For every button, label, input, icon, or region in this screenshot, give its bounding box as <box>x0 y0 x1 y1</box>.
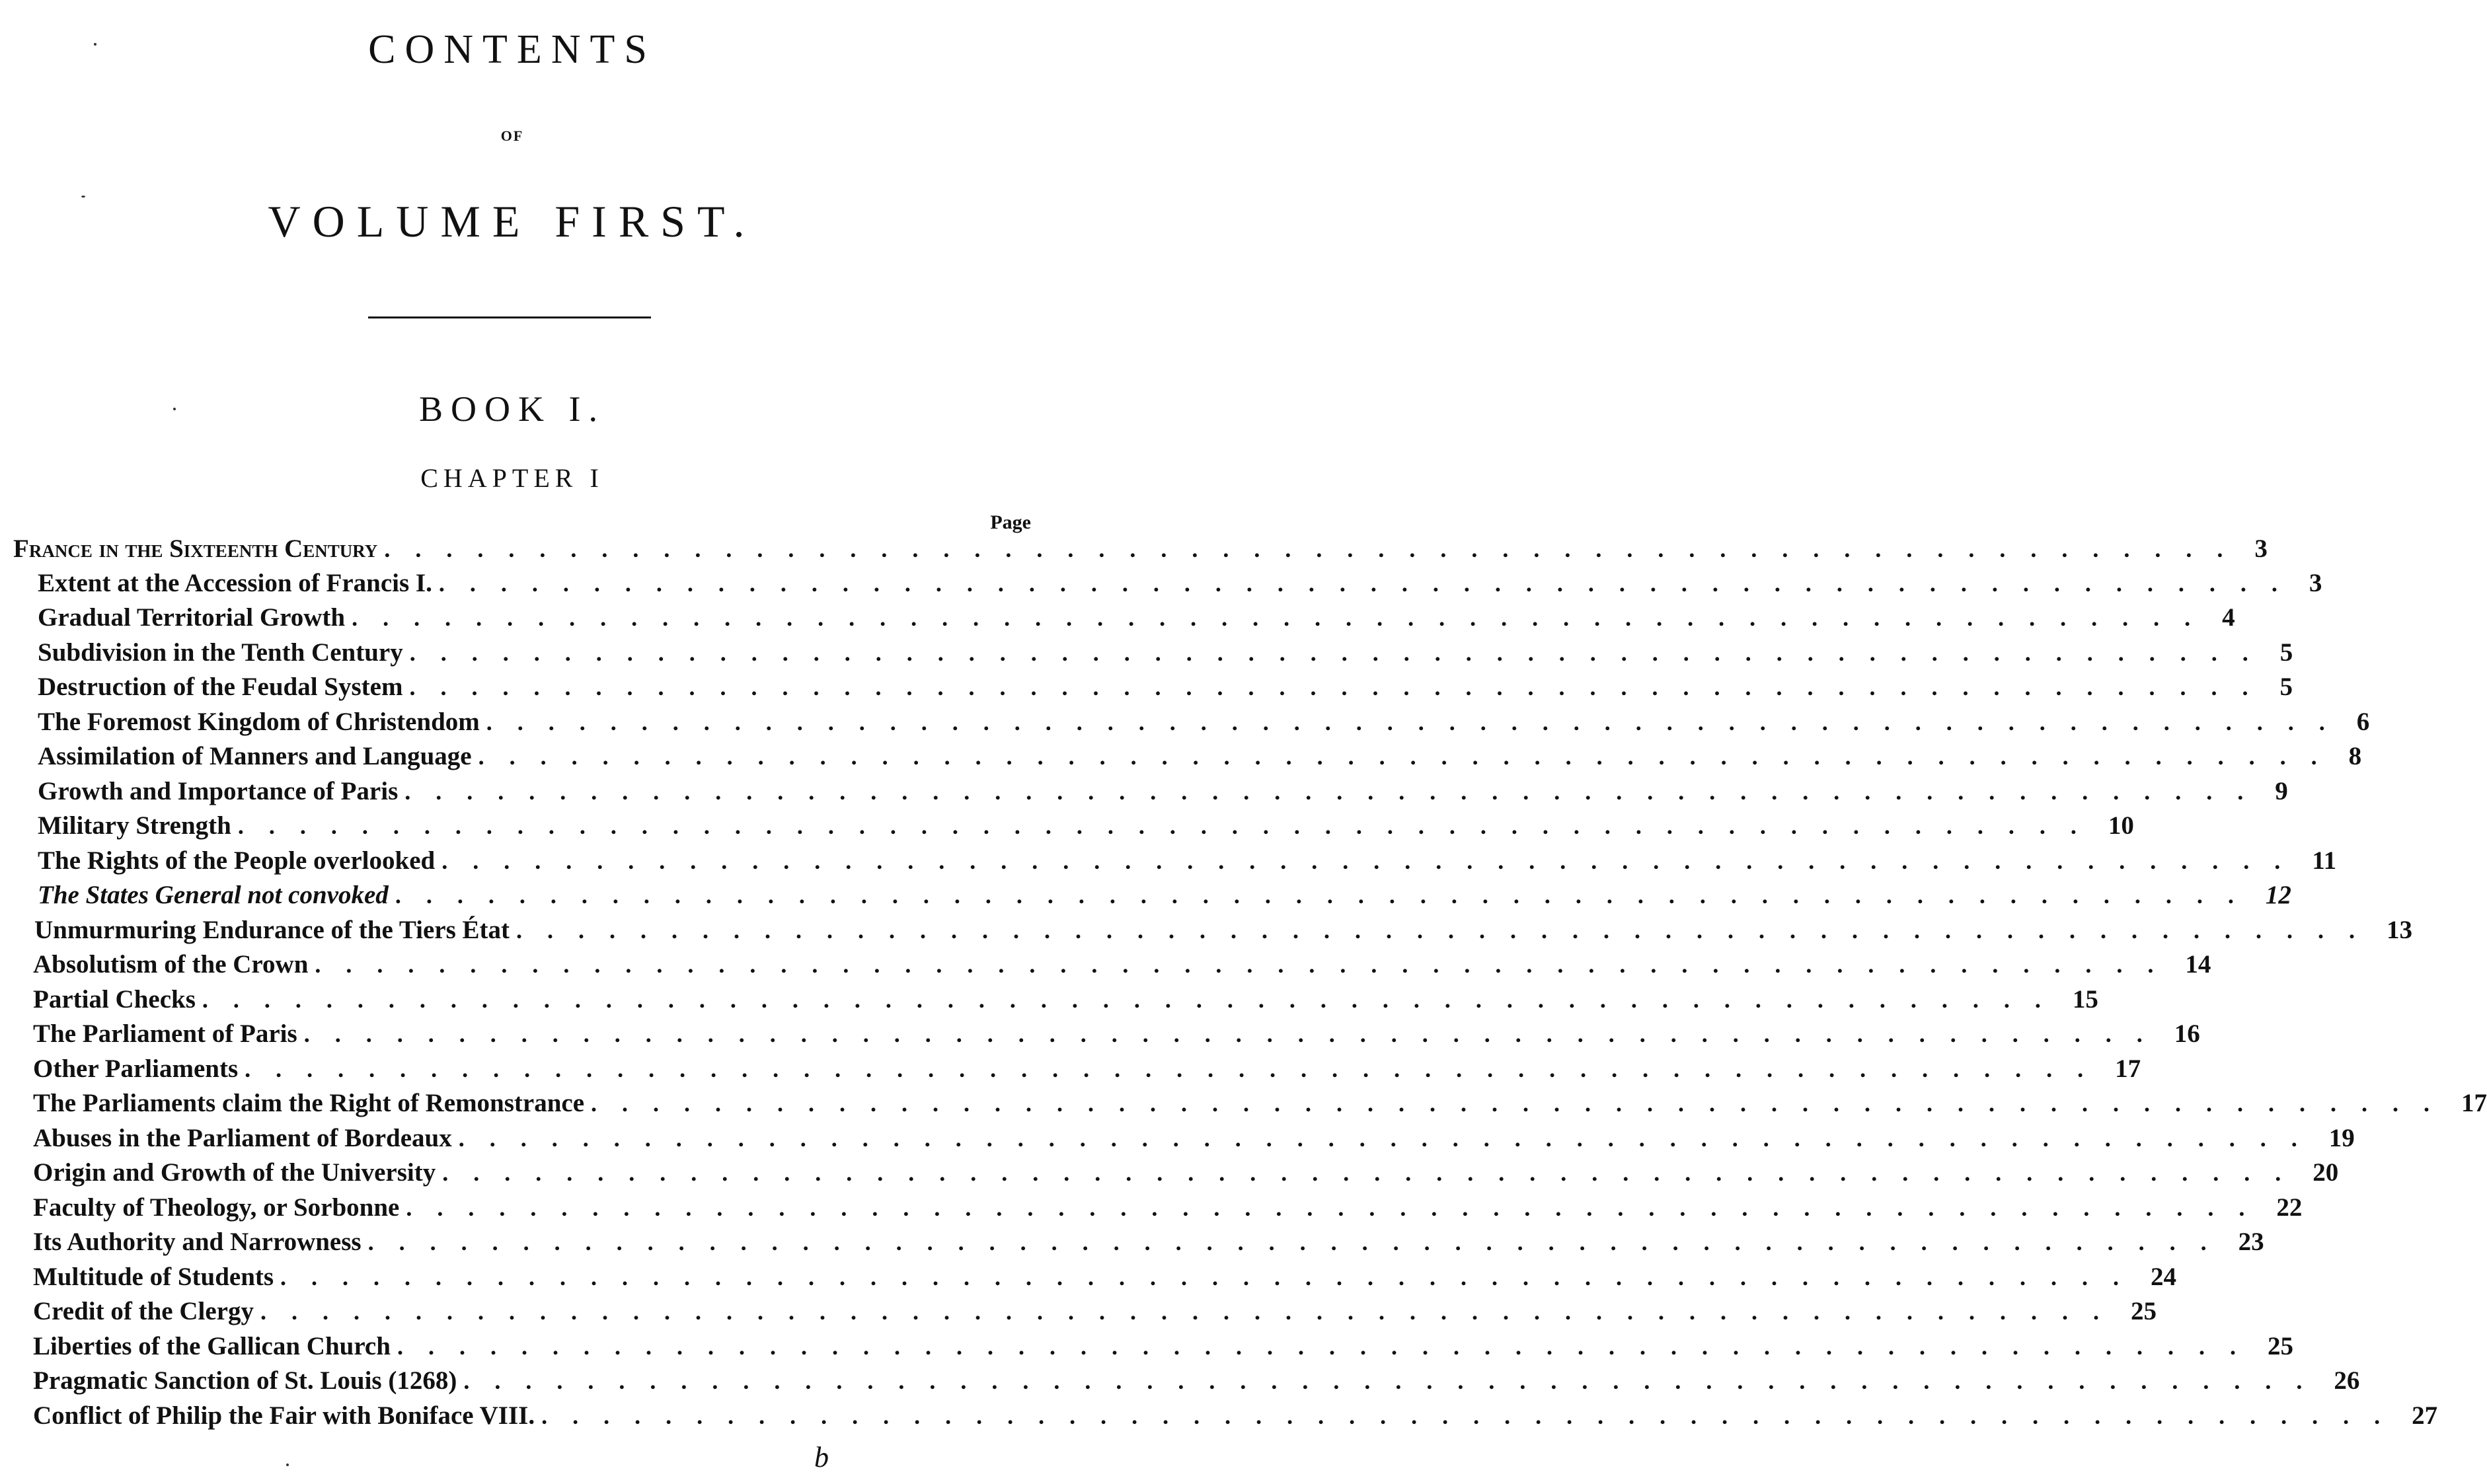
dot-leader: ............................................................ <box>442 1160 2307 1186</box>
toc-entry-page: 4 <box>2222 603 2235 632</box>
dot-leader: ............................................................ <box>406 1195 2270 1221</box>
dot-leader: ............................................................ <box>516 917 2381 944</box>
dot-leader: ............................................................ <box>486 709 2350 735</box>
toc-entry <box>38 741 2362 776</box>
toc-entry <box>38 707 2370 741</box>
toc-entry <box>33 1193 2303 1227</box>
dot-leader: ............................................................ <box>352 605 2216 631</box>
dot-leader: ............................................................ <box>478 743 2342 770</box>
volume-title: VOLUME FIRST. <box>268 196 757 246</box>
toc-entry-page: 20 <box>2313 1158 2339 1187</box>
book-heading: BOOK I. <box>419 389 605 429</box>
dot-leader: ............................................................ <box>397 1333 2261 1360</box>
toc-entry-title: Growth and Importance of Paris <box>38 777 399 805</box>
toc-entry-title: Conflict of Philip the Fair with Boniface VIII. <box>33 1401 535 1430</box>
dot-leader: ............................................................ <box>395 882 2259 909</box>
toc-entry-title: Destruction of the Feudal System <box>38 673 403 701</box>
toc-entry <box>38 880 2291 914</box>
toc-entry-title: Faculty of Theology, or Sorbonne <box>33 1193 400 1222</box>
chapter-heading: CHAPTER I <box>420 463 604 493</box>
toc-entry-title: Origin and Growth of the University <box>33 1158 436 1187</box>
print-speck <box>94 43 96 46</box>
toc-entry-title: Assimilation of Manners and Language <box>38 742 472 770</box>
toc-entry <box>38 638 2293 672</box>
toc-entry-page: 26 <box>2334 1366 2360 1395</box>
toc-entry-title: Liberties of the Gallican Church <box>33 1332 391 1360</box>
toc-entry <box>38 672 2293 706</box>
toc-entry-page: 5 <box>2279 673 2293 701</box>
toc-entry-title: Gradual Territorial Growth <box>38 603 346 632</box>
dot-leader: ............................................................ <box>315 951 2179 978</box>
toc-entry <box>13 534 2268 568</box>
toc-entry <box>38 846 2337 880</box>
toc-entry-page: 6 <box>2356 708 2370 736</box>
toc-entry-page: 19 <box>2328 1124 2355 1152</box>
toc-entry-page: 15 <box>2072 985 2098 1014</box>
toc-entry-page: 17 <box>2115 1055 2141 1083</box>
dot-leader: ............................................................ <box>409 640 2274 666</box>
toc-entry-title: The Foremost Kingdom of Christendom <box>38 708 480 736</box>
toc-entry-page: 27 <box>2412 1401 2438 1430</box>
dot-leader: ............................................................ <box>458 1125 2322 1152</box>
toc-entry <box>33 984 2098 1019</box>
toc-entry <box>33 949 2211 984</box>
dot-leader: ............................................................ <box>591 1090 2455 1117</box>
toc-entry-page: 10 <box>2108 811 2134 840</box>
toc-entry <box>33 1331 2293 1366</box>
toc-entry <box>33 1227 2264 1261</box>
dot-leader: ............................................................ <box>303 1021 2168 1047</box>
toc-entry-title: Credit of the Clergy <box>33 1297 254 1325</box>
print-speck <box>173 408 176 410</box>
toc-entry <box>33 1158 2339 1192</box>
title-rule <box>368 316 651 318</box>
toc-entry-title: Subdivision in the Tenth Century <box>38 638 403 667</box>
dot-leader: ............................................................ <box>409 674 2274 700</box>
toc-entry-page: 22 <box>2276 1193 2303 1222</box>
toc-entry <box>33 1054 2141 1088</box>
toc-entry <box>38 603 2235 637</box>
toc-entry <box>34 915 2413 949</box>
toc-entry <box>33 1262 2177 1296</box>
toc-entry-page: 11 <box>2312 846 2337 875</box>
toc-entry <box>38 811 2134 845</box>
toc-entry-title: Military Strength <box>38 811 231 840</box>
toc-entry-page: 17 <box>2461 1089 2487 1117</box>
toc-entry <box>38 568 2322 603</box>
toc-entry <box>33 1123 2355 1158</box>
toc-entry-page: 9 <box>2275 777 2288 805</box>
toc-entry-title: Abuses in the Parliament of Bordeaux <box>33 1124 452 1152</box>
toc-entry-title: Partial Checks <box>33 985 196 1014</box>
toc-entry-title: The Rights of the People overlooked <box>38 846 436 875</box>
toc-entry <box>33 1019 2200 1053</box>
toc-entry-title: Other Parliaments <box>33 1055 239 1083</box>
toc-entry <box>33 1401 2438 1435</box>
toc-entry-page: 3 <box>2309 569 2322 597</box>
dot-leader: ............................................................ <box>438 570 2303 597</box>
toc-entry-title: Pragmatic Sanction of St. Louis (1268) <box>33 1366 457 1395</box>
toc-entry-title: Absolutism of the Crown <box>33 950 309 979</box>
toc-entry-title: Its Authority and Narrowness <box>33 1228 362 1256</box>
dot-leader: ............................................................ <box>384 536 2248 562</box>
dot-leader: ............................................................ <box>237 813 2102 839</box>
toc-entry-page: 16 <box>2174 1020 2200 1048</box>
toc-entry-page: 12 <box>2265 881 2291 909</box>
toc-entry-page: 23 <box>2238 1228 2264 1256</box>
dot-leader: ............................................................ <box>463 1368 2328 1394</box>
dot-leader: ............................................................ <box>367 1229 2232 1255</box>
page-column-header: Page <box>990 511 1031 533</box>
toc-entry <box>33 1088 2487 1123</box>
print-speck <box>81 196 85 198</box>
toc-entry-title: The States General not convoked <box>38 881 389 909</box>
toc-entry <box>33 1366 2360 1400</box>
toc-entry-title: The Parliament of Paris <box>33 1020 297 1048</box>
dot-leader: ............................................................ <box>260 1298 2124 1325</box>
contents-title: CONTENTS <box>368 27 656 72</box>
toc-entry-title: France in the Sixteenth Century <box>13 535 378 563</box>
dot-leader: ............................................................ <box>404 778 2269 805</box>
dot-leader: ............................................................ <box>441 848 2306 874</box>
toc-entry-page: 3 <box>2254 535 2268 563</box>
dot-leader: ............................................................ <box>202 986 2066 1013</box>
toc-entry <box>33 1296 2157 1331</box>
print-speck <box>286 1464 289 1466</box>
toc-entry-page: 5 <box>2279 638 2293 667</box>
toc-entry-title: The Parliaments claim the Right of Remonstrance <box>33 1089 585 1117</box>
toc-entry-title: Extent at the Accession of Francis I. <box>38 569 432 597</box>
toc-entry-title: Multitude of Students <box>33 1263 274 1291</box>
toc-entry-page: 25 <box>2130 1297 2157 1325</box>
contents-of: OF <box>500 128 524 144</box>
toc-entry-page: 25 <box>2267 1332 2293 1360</box>
toc-entry-title: Unmurmuring Endurance of the Tiers État <box>34 916 510 944</box>
toc-entry-page: 24 <box>2151 1263 2177 1291</box>
toc-entry <box>38 776 2288 811</box>
toc-entry-page: 14 <box>2185 950 2211 979</box>
dot-leader: ............................................................ <box>541 1403 2406 1429</box>
toc-entry-page: 8 <box>2348 742 2362 770</box>
dot-leader: ............................................................ <box>245 1056 2109 1082</box>
dot-leader: ............................................................ <box>280 1264 2145 1290</box>
signature-mark: b <box>814 1441 829 1473</box>
toc-entry-page: 13 <box>2387 916 2413 944</box>
